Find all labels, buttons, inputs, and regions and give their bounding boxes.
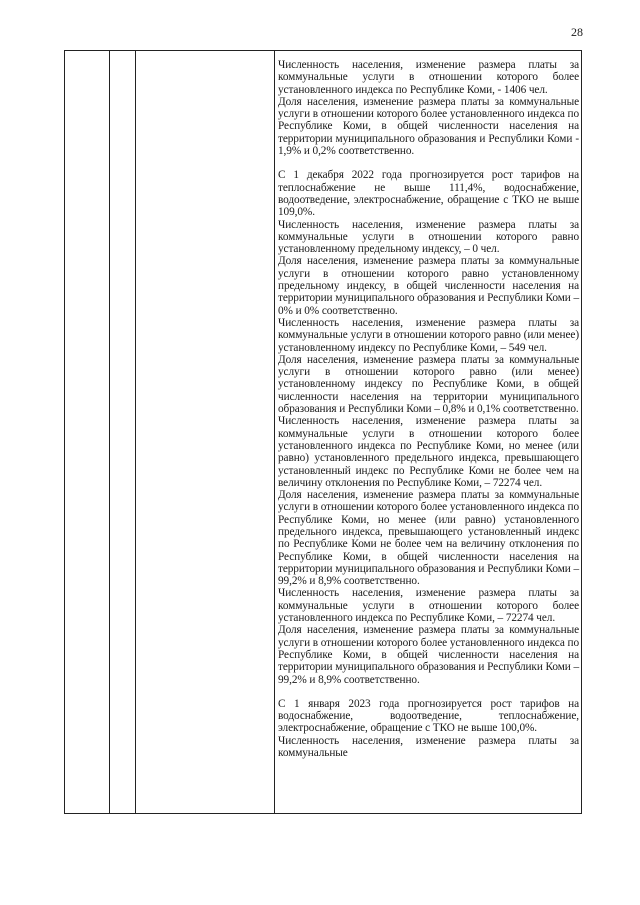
paragraph: С 1 января 2023 года прогнозируется рост тарифов на водоснабжение, водоотведение, теплоснабжение, электроснабжение, обращение с ТКО не выше 100,0%.	[278, 697, 579, 735]
paragraph: Численность населения, изменение размера платы за коммунальные услуги в отношении которого более установленного индекса по Республике Коми, но менее (или равно) установленного предельного индекса, превышающего установленный индекс по Республике Коми не более чем на величину отклонения по Республике Коми, – 72274 чел.	[278, 415, 579, 489]
paragraph: Доля населения, изменение размера платы за коммунальные услуги в отношении которого равно установленному предельному индексу, в общей численности населения на территории муниципального образования и Республики Коми – 0% и 0% соответственно.	[278, 255, 579, 317]
paragraph: С 1 декабря 2022 года прогнозируется рост тарифов на теплоснабжение не выше 111,4%, водоснабжение, водоотведение, электроснабжение, обращение с ТКО не выше 109,0%.	[278, 169, 579, 219]
table-text-cell	[275, 51, 581, 813]
paragraph-gap	[278, 157, 579, 169]
content-table	[64, 50, 582, 814]
paragraph: Численность населения, изменение размера платы за коммунальные услуги в отношении которого более установленного индекса по Республике Коми, - 1406 чел.	[278, 59, 579, 96]
table-column-2	[110, 51, 136, 813]
table-column-3	[136, 51, 275, 813]
table-column-1	[65, 51, 110, 813]
paragraph: Численность населения, изменение размера платы за коммунальные услуги в отношении которого равно установленному предельному индексу, – 0 чел.	[278, 218, 579, 256]
paragraph: Доля населения, изменение размера платы за коммунальные услуги в отношении которого более установленного индекса по Республике Коми, в общей численности населения на территории муниципального образования и Республики Коми – 99,2% и 8,9% соответственно.	[278, 624, 579, 686]
paragraph: Доля населения, изменение размера платы за коммунальные услуги в отношении которого более установленного индекса по Республике Коми, но менее (или равно) установленного предельного индекса, превышающего установленный индекс по Республике Коми не более чем на величину отклонения по Республике Коми, в общей численности населения на территории муниципального образования и Республики Коми – 99,2% и 8,9% соответственно.	[278, 489, 579, 588]
paragraph: Численность населения, изменение размера платы за коммунальные услуги в отношении которого более установленного индекса по Республике Коми, – 72274 чел.	[278, 587, 579, 625]
paragraph: Доля населения, изменение размера платы за коммунальные услуги в отношении которого равно (или менее) установленному индексу по Республике Коми, в общей численности населения на территории муниципального образования и Республики Коми – 0,8% и 0,1% соответственно.	[278, 353, 579, 416]
paragraph-gap	[278, 686, 579, 698]
paragraph: Численность населения, изменение размера платы за коммунальные	[278, 734, 579, 760]
page-number: 28	[571, 25, 583, 39]
paragraph: Численность населения, изменение размера платы за коммунальные услуги в отношении которого равно (или менее) установленному индексу по Республике Коми, – 549 чел.	[278, 316, 579, 354]
paragraph: Доля населения, изменение размера платы за коммунальные услуги в отношении которого более установленного индекса по Республике Коми, в общей численности населения на территории муниципального образования и Республики Коми - 1,9% и 0,2% соответственно.	[278, 95, 579, 158]
